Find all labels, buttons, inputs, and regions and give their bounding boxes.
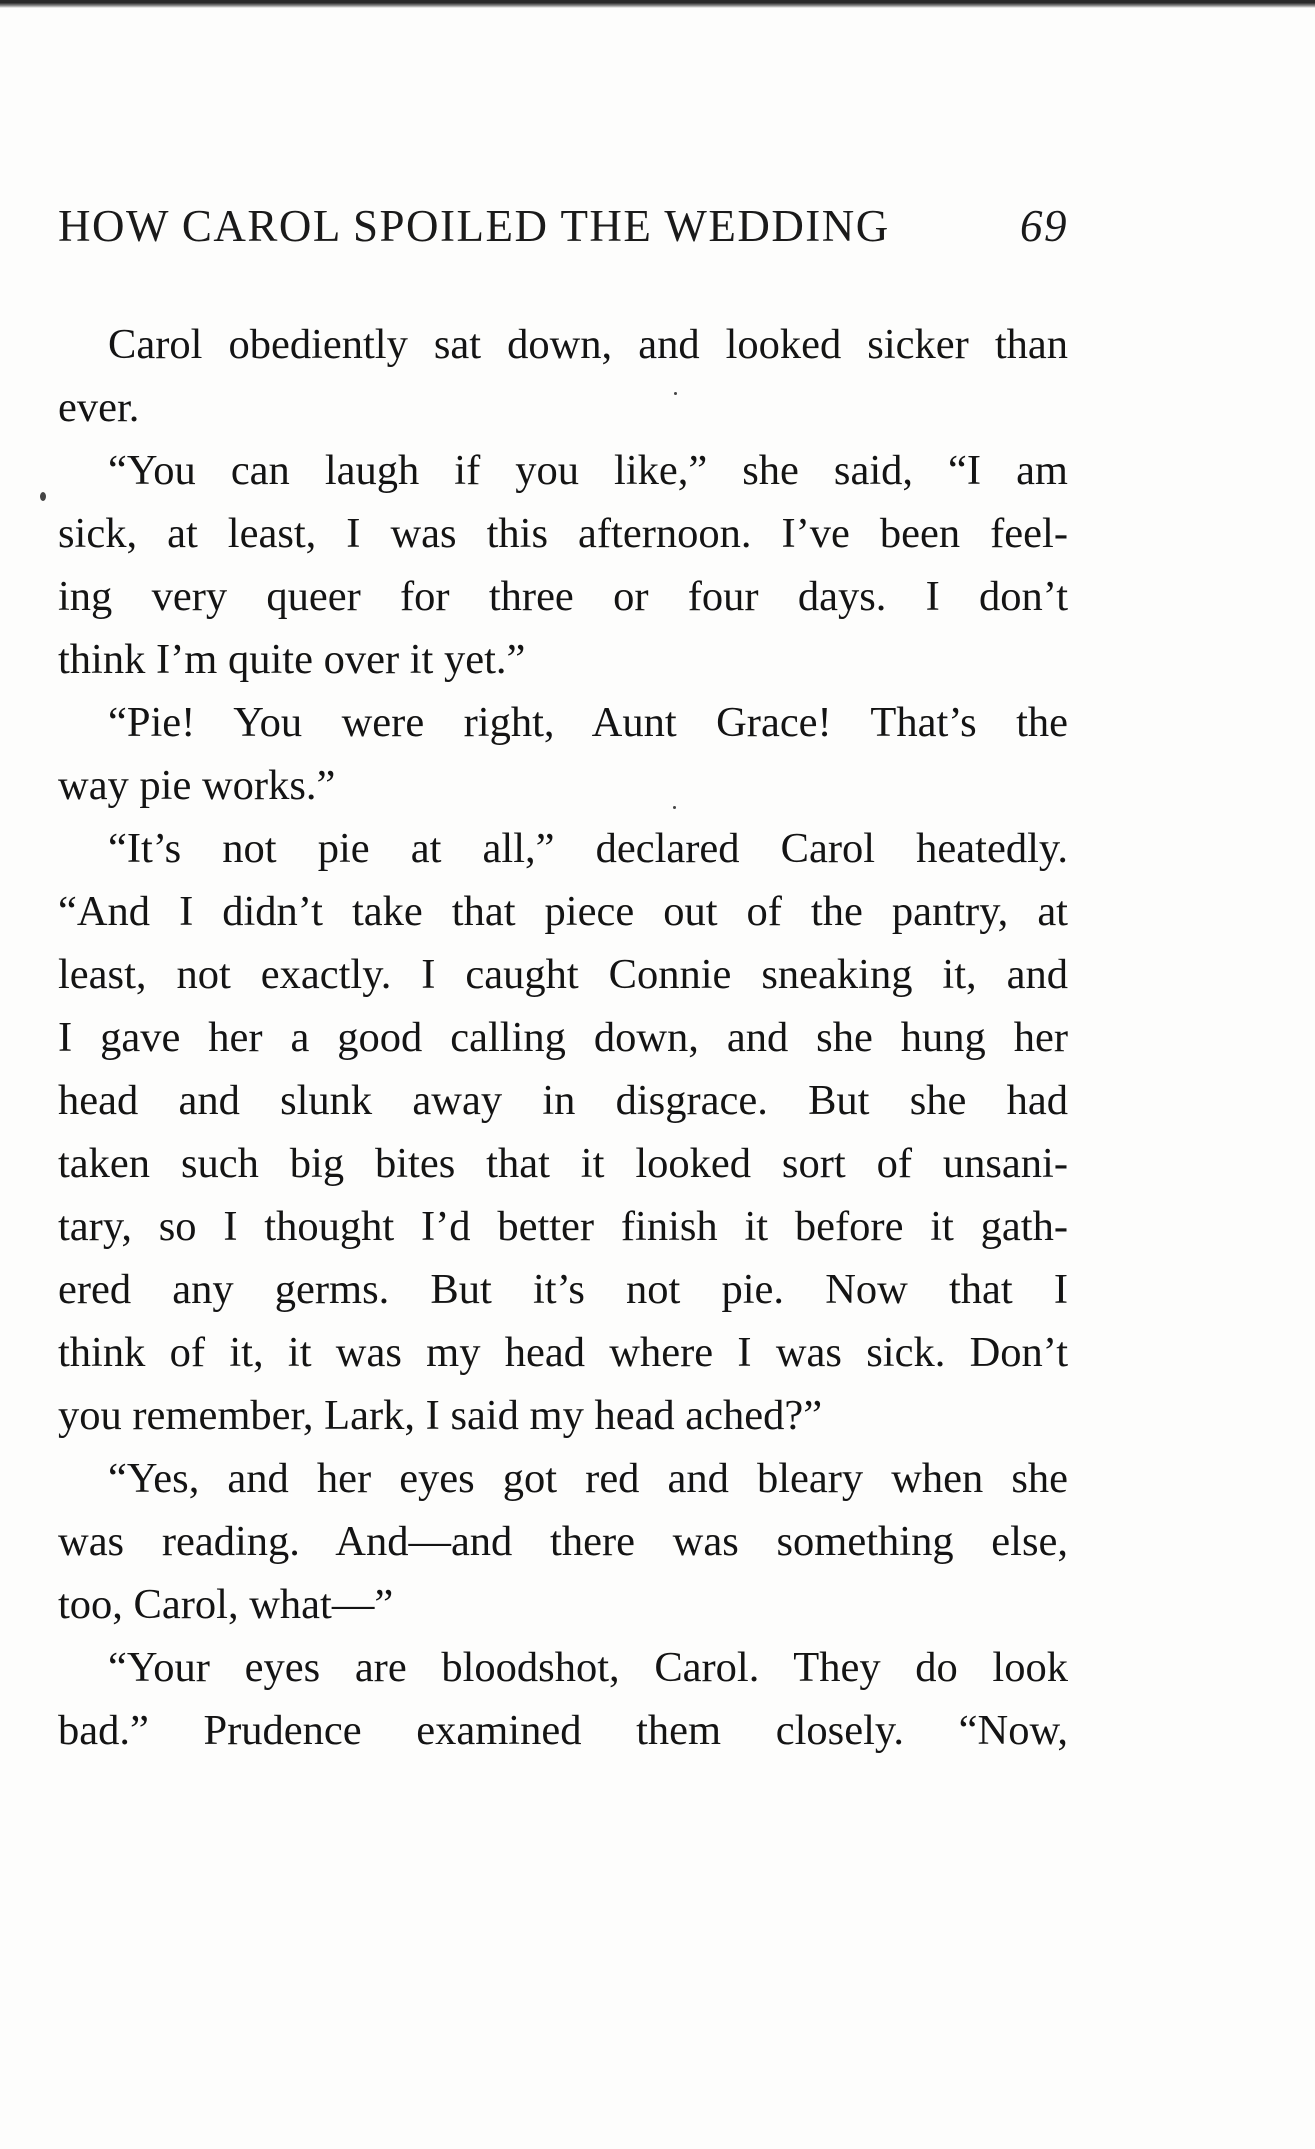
text-line: bad.” Prudence examined them closely. “Now, xyxy=(58,1707,1068,1754)
text-line: least, not exactly. I caught Connie sneaking it, and xyxy=(58,951,1068,998)
text-line: “Pie! You were right, Aunt Grace! That’s the xyxy=(108,699,1068,746)
running-head xyxy=(58,200,1068,264)
text-line: ered any germs. But it’s not pie. Now that I xyxy=(58,1266,1068,1313)
ink-speck xyxy=(40,492,46,501)
page-number: 69 xyxy=(1020,201,1068,251)
running-title: HOW CAROL SPOILED THE WEDDING xyxy=(58,201,890,251)
text-line: you remember, Lark, I said my head ached?” xyxy=(58,1392,823,1439)
text-line: “And I didn’t take that piece out of the pantry, at xyxy=(58,888,1068,935)
text-line: too, Carol, what—” xyxy=(58,1581,394,1628)
text-line: sick, at least, I was this afternoon. I’ve been feel- xyxy=(58,510,1068,557)
text-line: way pie works.” xyxy=(58,762,336,809)
text-line: “It’s not pie at all,” declared Carol heatedly. xyxy=(108,825,1068,872)
text-line: ing very queer for three or four days. I don’t xyxy=(58,573,1068,620)
text-line: I gave her a good calling down, and she hung her xyxy=(58,1014,1068,1061)
text-line: “Yes, and her eyes got red and bleary when she xyxy=(108,1455,1068,1502)
ink-speck xyxy=(674,392,677,395)
top-edge-rule xyxy=(0,0,1315,8)
text-line: “Your eyes are bloodshot, Carol. They do look xyxy=(108,1644,1068,1691)
text-line: think I’m quite over it yet.” xyxy=(58,636,526,683)
text-line: head and slunk away in disgrace. But she had xyxy=(58,1077,1068,1124)
text-line: was reading. And—and there was something else, xyxy=(58,1518,1068,1565)
text-line: tary, so I thought I’d better finish it before it gath- xyxy=(58,1203,1068,1250)
text-line: Carol obediently sat down, and looked sicker than xyxy=(108,321,1068,368)
text-line: taken such big bites that it looked sort of unsani- xyxy=(58,1140,1068,1187)
ink-speck xyxy=(673,806,676,809)
text-line: “You can laugh if you like,” she said, “I am xyxy=(108,447,1068,494)
text-line: ever. xyxy=(58,384,140,431)
text-line: think of it, it was my head where I was sick. Don’t xyxy=(58,1329,1068,1376)
